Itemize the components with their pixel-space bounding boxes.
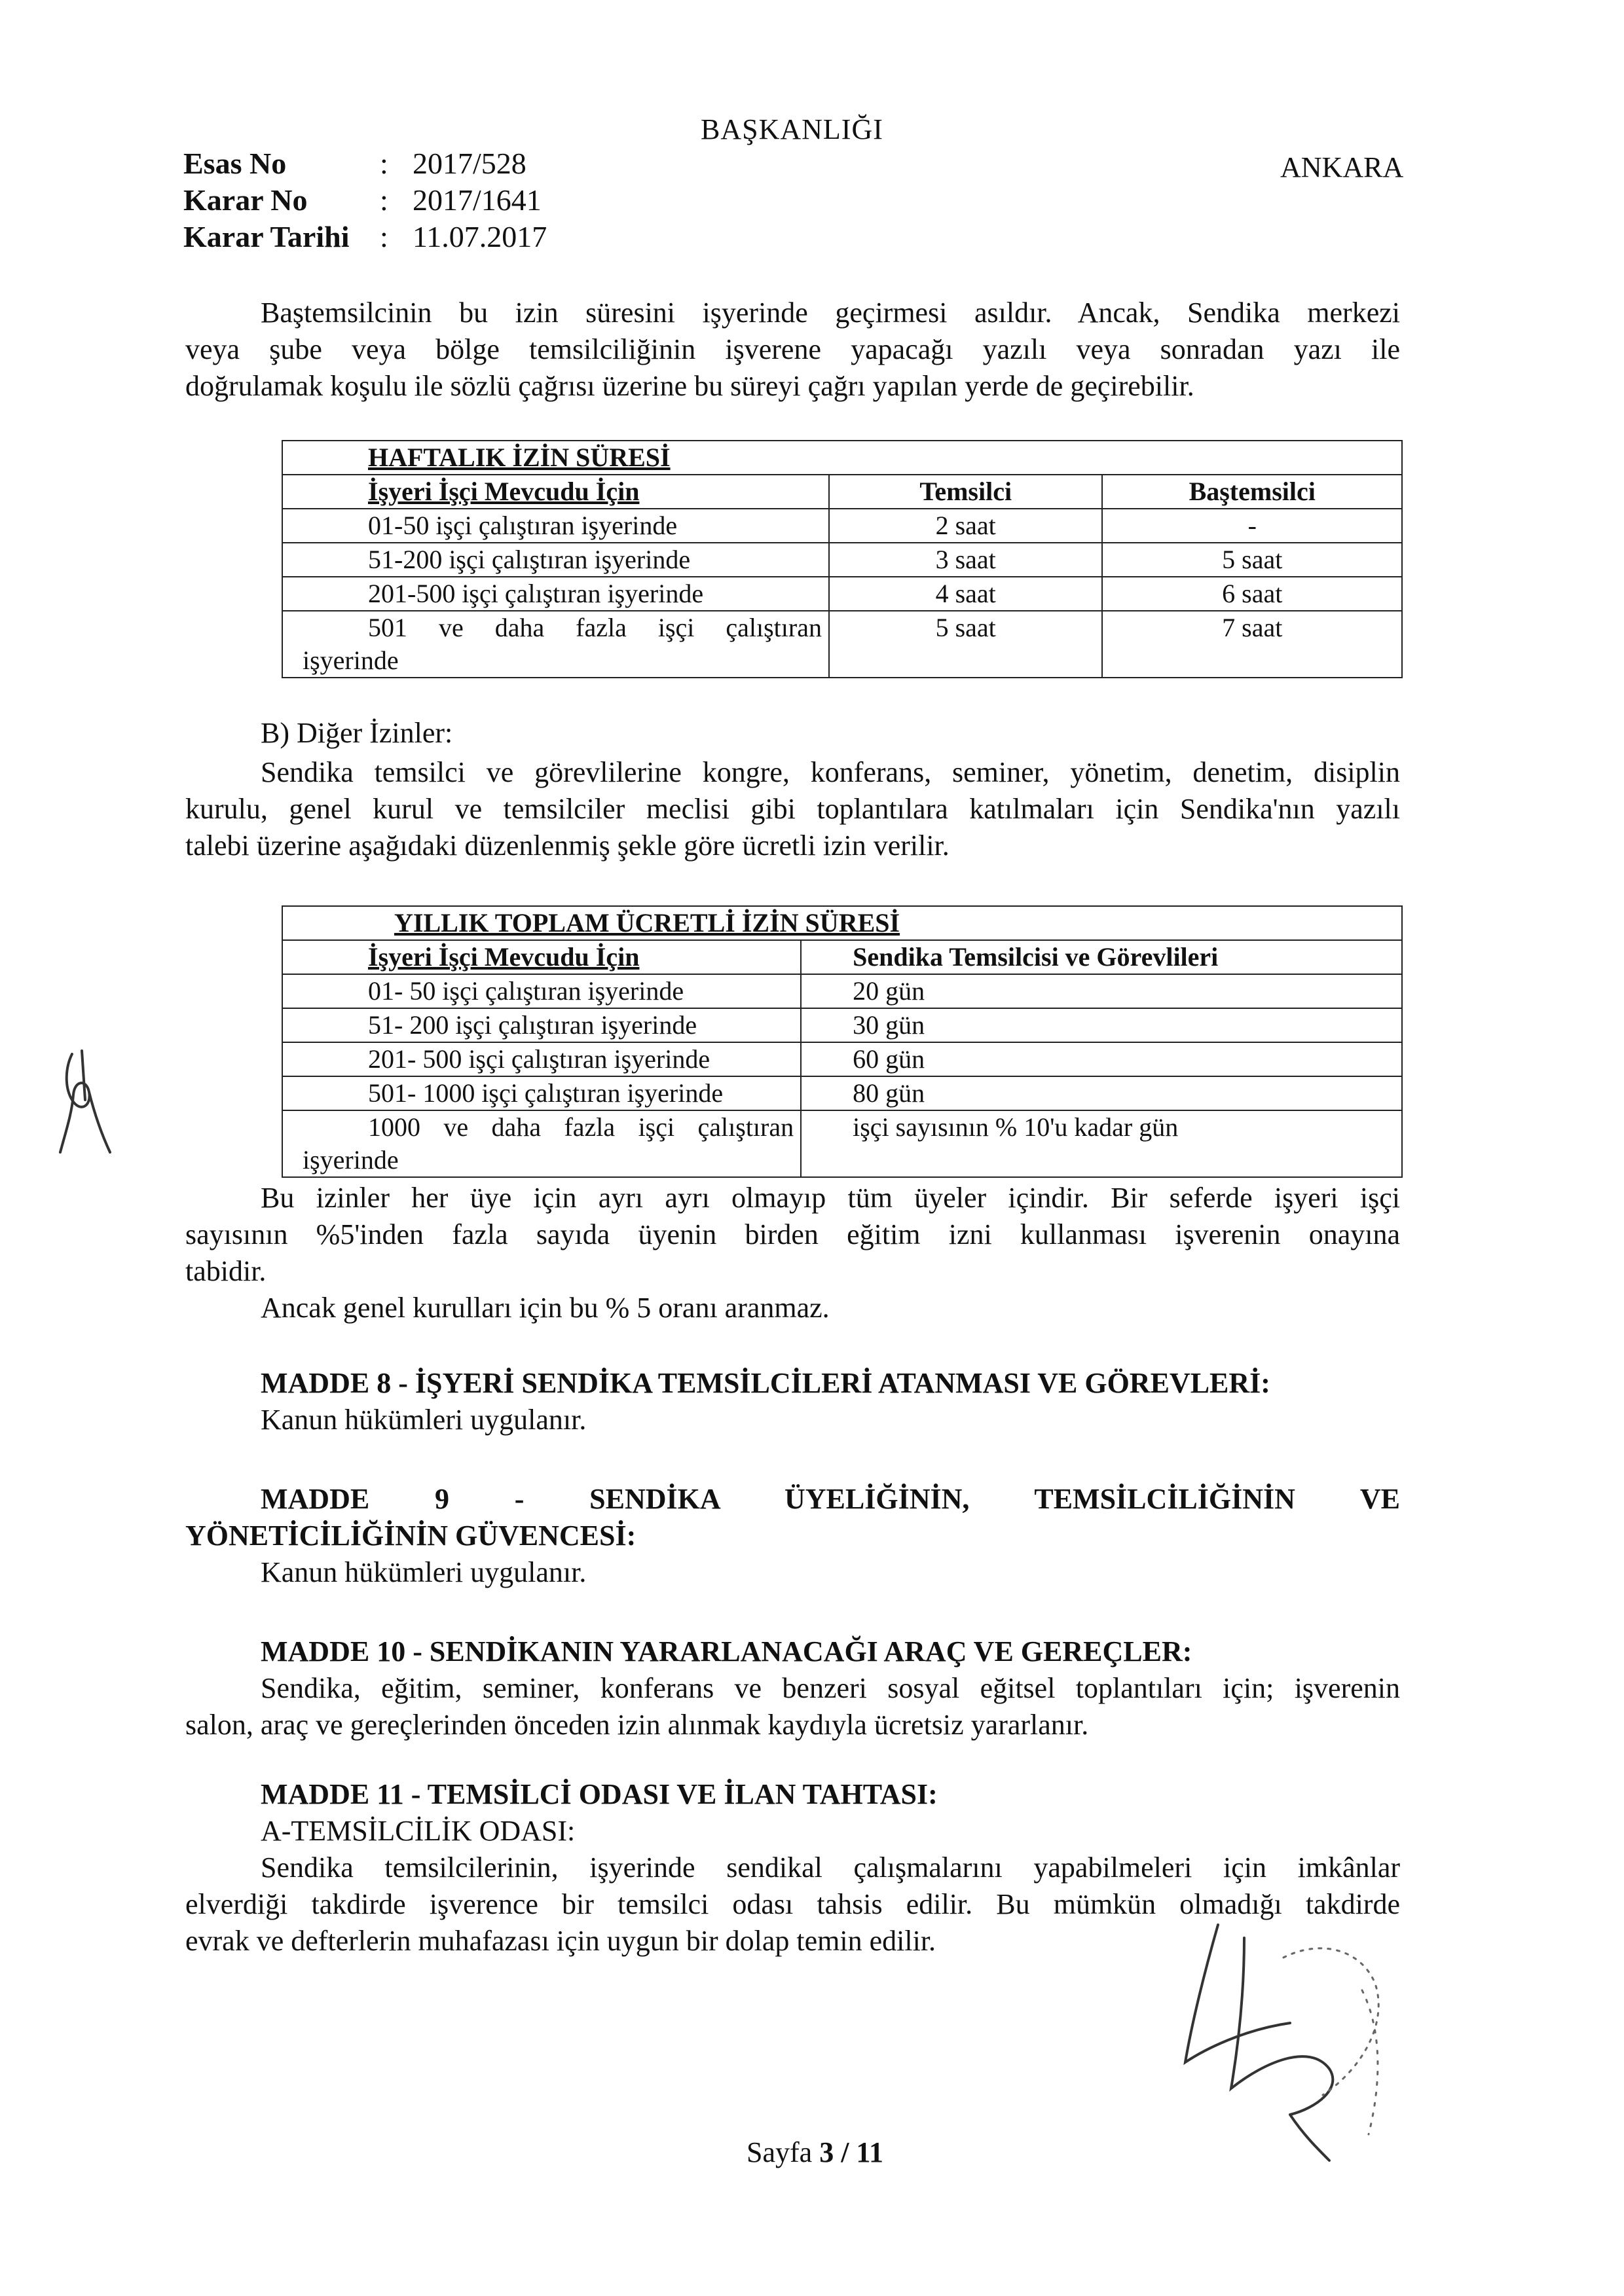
after-table-note: Ancak genel kurulları için bu % 5 oranı aranmaz. — [261, 1292, 830, 1324]
meta-label: Esas No — [183, 147, 287, 180]
meta-colon: : — [380, 147, 388, 180]
meta-karar-tarihi — [183, 219, 547, 255]
madde10-line: Sendika, eğitim, seminer, konferans ve benzeri sosyal eğitsel toplantıları için; işverenin — [261, 1672, 1400, 1704]
after-table-line: Bu izinler her üye için ayrı ayrı olmayıp tüm üyeler içindir. Bir seferde işyeri işçi — [261, 1182, 1400, 1214]
meta-value: 2017/528 — [413, 147, 526, 180]
madde10-line: salon, araç ve gereçlerinden önceden izin alınmak kaydıyla ücretsiz yararlanır. — [185, 1709, 1089, 1741]
meta-colon: : — [380, 220, 388, 253]
table-header: Temsilci — [829, 475, 1103, 509]
table-cell: 5 saat — [1102, 543, 1402, 577]
table-cell: 60 gün — [801, 1042, 1402, 1076]
table-header: İşyeri İşçi Mevcudu İçin — [282, 475, 829, 509]
meta-value: 11.07.2017 — [413, 220, 547, 253]
table-cell: 30 gün — [801, 1008, 1402, 1042]
cell-line: 501 ve daha fazla işçi çalıştıran — [368, 613, 822, 642]
intro-paragraph — [185, 295, 1400, 405]
page-number — [747, 2136, 883, 2169]
table-cell: 01- 50 işçi çalıştıran işyerinde — [282, 974, 801, 1008]
table-cell: 51- 200 işçi çalıştıran işyerinde — [282, 1008, 801, 1042]
cell-line: işyerinde — [303, 1145, 399, 1175]
section-b-line: talebi üzerine aşağıdaki düzenlenmiş şekle göre ücretli izin verilir. — [185, 829, 950, 862]
intro-line: Baştemsilcinin bu izin süresini işyerinde geçirmesi asıldır. Ancak, Sendika merkezi — [261, 297, 1400, 329]
annual-leave-table — [282, 905, 1403, 1178]
after-table-line: sayısının %5'inden fazla sayıda üyenin birden eğitim izni kullanması işverenin onayına — [185, 1218, 1400, 1250]
table-header: Sendika Temsilcisi ve Görevlileri — [801, 940, 1402, 974]
table-row — [282, 1008, 1402, 1042]
madde10-paragraph — [185, 1670, 1400, 1743]
meta-value: 2017/1641 — [413, 183, 542, 217]
madde11-subtitle: A-TEMSİLCİLİK ODASI: — [261, 1815, 576, 1847]
header-city: ANKARA — [1280, 151, 1404, 183]
table-row — [282, 1076, 1402, 1110]
header-title: BAŞKANLIĞI — [701, 113, 883, 145]
madde11-line: elverdiği takdirde işverence bir temsilci odası tahsis edilir. Bu mümkün olmadığı takdirde — [185, 1888, 1400, 1920]
cell-line: işyerinde — [303, 646, 399, 675]
table-cell: 5 saat — [829, 611, 1103, 678]
table-header: Baştemsilci — [1102, 475, 1402, 509]
table-row — [282, 611, 1402, 678]
intro-line: doğrulamak koşulu ile sözlü çağrısı üzerine bu süreyi çağrı yapılan yerde de geçirebilir. — [185, 370, 1194, 402]
madde8-title: MADDE 8 - İŞYERİ SENDİKA TEMSİLCİLERİ ATANMASI VE GÖREVLERİ: — [261, 1367, 1270, 1399]
table-cell: 2 saat — [829, 509, 1103, 543]
meta-label: Karar No — [183, 183, 308, 217]
weekly-leave-table — [282, 440, 1403, 678]
table-cell: 4 saat — [829, 577, 1103, 611]
table-row — [282, 1110, 1402, 1177]
cell-line: 1000 ve daha fazla işçi çalıştıran — [368, 1112, 794, 1142]
table-cell: 80 gün — [801, 1076, 1402, 1110]
madde10-title: MADDE 10 - SENDİKANIN YARARLANACAĞI ARAÇ VE GEREÇLER: — [261, 1635, 1192, 1667]
madde11-title: MADDE 11 - TEMSİLCİ ODASI VE İLAN TAHTASI: — [261, 1778, 938, 1810]
table-cell: - — [1102, 509, 1402, 543]
section-b-line: kurulu, genel kurul ve temsilciler meclisi gibi toplantılara katılmaları için Sendika'nın yazılı — [185, 793, 1400, 825]
table-cell: 20 gün — [801, 974, 1402, 1008]
madde9-title-line2: YÖNETİCİLİĞİNİN GÜVENCESİ: — [185, 1520, 637, 1552]
madde11-line: evrak ve defterlerin muhafazası için uygun bir dolap temin edilir. — [185, 1925, 936, 1957]
signature — [1166, 1899, 1428, 2174]
meta-karar-no — [183, 182, 542, 219]
table-row — [282, 974, 1402, 1008]
page-number-value: 3 / 11 — [819, 2136, 883, 2168]
table-row — [282, 509, 1402, 543]
madde8-body: Kanun hükümleri uygulanır. — [261, 1404, 587, 1436]
after-table-line: tabidir. — [185, 1255, 267, 1287]
madde9-title-line1: MADDE 9 - SENDİKA ÜYELİĞİNİN, TEMSİLCİLİĞİNİN VE — [261, 1483, 1400, 1515]
after-table-paragraph — [185, 1180, 1400, 1326]
meta-esas-no — [183, 145, 526, 182]
table-header: İşyeri İşçi Mevcudu İçin — [282, 940, 801, 974]
table-caption: YILLIK TOPLAM ÜCRETLİ İZİN SÜRESİ — [282, 906, 1402, 940]
table-cell: 501- 1000 işçi çalıştıran işyerinde — [282, 1076, 801, 1110]
page-number-prefix: Sayfa — [747, 2136, 820, 2168]
table-caption: HAFTALIK İZİN SÜRESİ — [282, 441, 1402, 475]
table-cell: 01-50 işçi çalıştıran işyerinde — [282, 509, 829, 543]
table-row — [282, 543, 1402, 577]
table-cell: 7 saat — [1102, 611, 1402, 678]
table-cell: 201- 500 işçi çalıştıran işyerinde — [282, 1042, 801, 1076]
section-b-paragraph — [185, 754, 1400, 864]
section-b-title: B) Diğer İzinler: — [261, 717, 453, 749]
table-cell — [282, 611, 829, 678]
meta-colon: : — [380, 183, 388, 217]
table-cell: 3 saat — [829, 543, 1103, 577]
table-row — [282, 1042, 1402, 1076]
table-cell — [282, 1110, 801, 1177]
table-cell: 51-200 işçi çalıştıran işyerinde — [282, 543, 829, 577]
madde11-line: Sendika temsilcilerinin, işyerinde sendikal çalışmalarını yapabilmeleri için imkânlar — [261, 1851, 1400, 1884]
table-row — [282, 577, 1402, 611]
table-cell: 201-500 işçi çalıştıran işyerinde — [282, 577, 829, 611]
madde9-body: Kanun hükümleri uygulanır. — [261, 1556, 587, 1588]
section-b-line: Sendika temsilci ve görevlilerine kongre, konferans, seminer, yönetim, denetim, disiplin — [261, 756, 1400, 788]
table-cell: işçi sayısının % 10'u kadar gün — [801, 1110, 1402, 1177]
meta-label: Karar Tarihi — [183, 220, 350, 253]
intro-line: veya şube veya bölge temsilciliğinin işverene yapacağı yazılı veya sonradan yazı ile — [185, 333, 1400, 365]
handwritten-initial — [46, 1041, 118, 1165]
table-cell: 6 saat — [1102, 577, 1402, 611]
